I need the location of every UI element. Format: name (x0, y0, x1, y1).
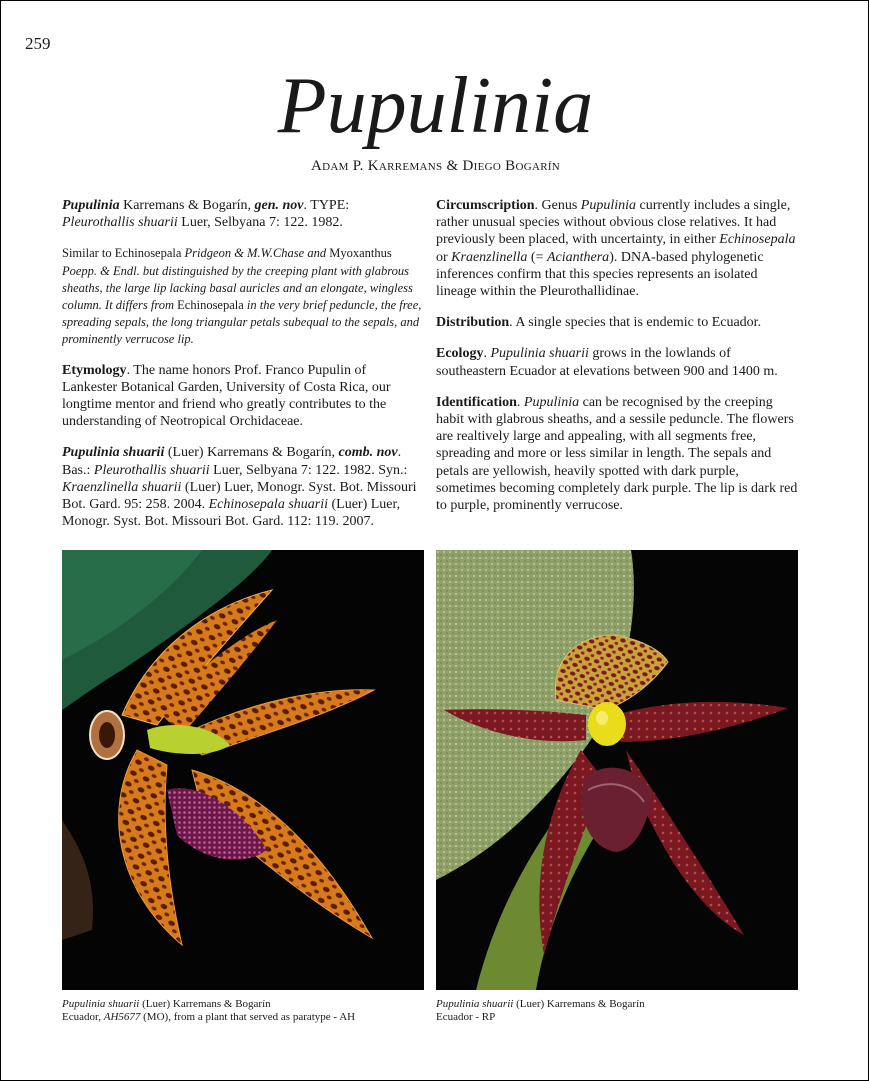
purple-orchid-illustration (436, 550, 798, 990)
text-span: (Luer) Luer, Monogr. Syst. Bot. Missouri Bot. Gard. 95: 258. 2004. (62, 479, 417, 513)
text-span: (Luer) Karremans & Bogarín, (164, 445, 339, 461)
etymology-heading: Etymology (62, 362, 127, 378)
photo-orange-orchid (62, 550, 424, 990)
text-span: Ecuador, (62, 1011, 104, 1023)
species-ref: Pupulinia shuarii (490, 346, 589, 362)
text-span: (MO), from a plant that served as paratype - AH (140, 1011, 356, 1023)
text-span: . TYPE: (303, 198, 350, 213)
authors-line: Adam P. Karremans & Diego Bogarín (310, 158, 561, 174)
caption-left-line2 (62, 1011, 432, 1024)
text-span: (Luer) Karremans & Bogarín (139, 998, 271, 1010)
genus-ref: Echinosepala (719, 232, 796, 248)
text-span: or (436, 249, 452, 265)
text-span: currently includes a single, rather unusual species without obvious close relatives. It had previously been placed, with uncertainty, in either (436, 198, 791, 248)
caption-right-line1 (436, 998, 806, 1011)
right-text-column (436, 197, 798, 528)
genus-ref: Echinosepala (177, 298, 244, 313)
genus-title: Pupulinia (277, 62, 594, 150)
genus-ref: Kraenzlinella (451, 249, 528, 265)
circumscription-paragraph (436, 197, 798, 300)
text-span: Pridgeon & M.W.Chase and (181, 246, 330, 261)
text-span: Luer, Selbyana 7: 122. 1982. Syn.: (209, 462, 408, 478)
comb-nov-label: comb. nov (338, 445, 398, 461)
text-span: (= (527, 249, 547, 265)
text-span: (Luer) Karremans & Bogarín (513, 998, 645, 1010)
voucher-number: AH5677 (103, 1011, 141, 1023)
page-number: 259 (25, 34, 51, 53)
identification-heading: Identification (436, 394, 517, 410)
synonym-name: Echinosepala shuarii (208, 497, 328, 513)
text-span: Luer, Selbyana 7: 122. 1982. (177, 215, 343, 231)
text-span: . (483, 346, 491, 362)
basionym-name: Pleurothallis shuarii (93, 462, 210, 478)
orange-orchid-illustration (62, 550, 424, 990)
caption-left (62, 998, 432, 1024)
species-ref: Pupulinia shuarii (62, 998, 140, 1010)
genus-ref: Pupulinia (523, 394, 580, 410)
text-span: . The name honors Prof. Franco Pupulin of Lankester Botanical Garden, University of Costa Rica, our longtime mentor and friend who greatly contributes to the understanding of Neotropical Orchidaceae. (62, 362, 391, 430)
text-span: Karremans & Bogarín, (119, 198, 255, 213)
species-ref: Pupulinia shuarii (436, 998, 514, 1010)
identification-paragraph (436, 394, 798, 514)
species-combination-paragraph (62, 444, 424, 530)
text-span: . (516, 394, 524, 410)
text-span: in the very brief peduncle, the free, spreading sepals, the long triangular petals subequal to the sepals, and prominently verrucose lip. (62, 298, 422, 347)
caption-right (436, 998, 806, 1024)
genus-ref: Myoxanthus (329, 246, 392, 261)
text-span: ). DNA-based phylogenetic inferences confirm that this species represents an isolated lineage within the Pleurothallidinae. (436, 249, 764, 300)
genus-ref: Pupulinia (580, 198, 637, 213)
caption-left-line1 (62, 998, 432, 1011)
text-span: Similar to (62, 246, 115, 261)
genus-name: Pupulinia (62, 198, 120, 213)
genus-ref: Acianthera (546, 249, 610, 265)
type-species-name: Pleurothallis shuarii (62, 215, 178, 231)
text-span: Poepp. & Endl. but distinguished by the creeping plant with glabrous sheaths, the large lip lacking basal auricles and an elongate, wingless column. It differs from (62, 263, 413, 313)
ecology-paragraph (436, 345, 798, 379)
text-span: grows in the lowlands of southeastern Ecuador at elevations between 900 and 1400 m. (436, 346, 778, 379)
distribution-paragraph (436, 314, 798, 331)
text-span: can be recognised by the creeping habit with glabrous sheaths, and a sessile peduncle. The flowers are realtively large and appealing, with all segments free, spreading and more or less similar in length. The sepals and petals are yellowish, heavily spotted with dark purple, sometimes becoming completely dark purple. The lip is dark red to purple, prominently verrucose. (436, 394, 798, 514)
text-span: . Genus (534, 198, 581, 213)
gen-nov-label: gen. nov (254, 198, 304, 213)
ecology-heading: Ecology (436, 346, 484, 362)
text-span: . Bas.: (62, 445, 402, 478)
synonym-name: Kraenzlinella shuarii (62, 479, 182, 495)
photo-purple-orchid (436, 550, 798, 990)
genus-ref: Echinosepala (114, 246, 182, 261)
genus-description-paragraph (62, 197, 424, 231)
distribution-heading: Distribution (436, 315, 510, 331)
circumscription-heading: Circumscription (436, 198, 535, 213)
text-span: (Luer) Luer, Monogr. Syst. Bot. Missouri Bot. Gard. 112: 119. 2007. (62, 497, 401, 530)
caption-right-line2: Ecuador - RP (436, 1011, 496, 1023)
etymology-paragraph (62, 362, 424, 431)
diagnosis-paragraph (62, 245, 424, 348)
left-text-column (62, 197, 424, 544)
species-name: Pupulinia shuarii (62, 445, 165, 461)
text-span: . A single species that is endemic to Ecuador. (509, 315, 762, 331)
